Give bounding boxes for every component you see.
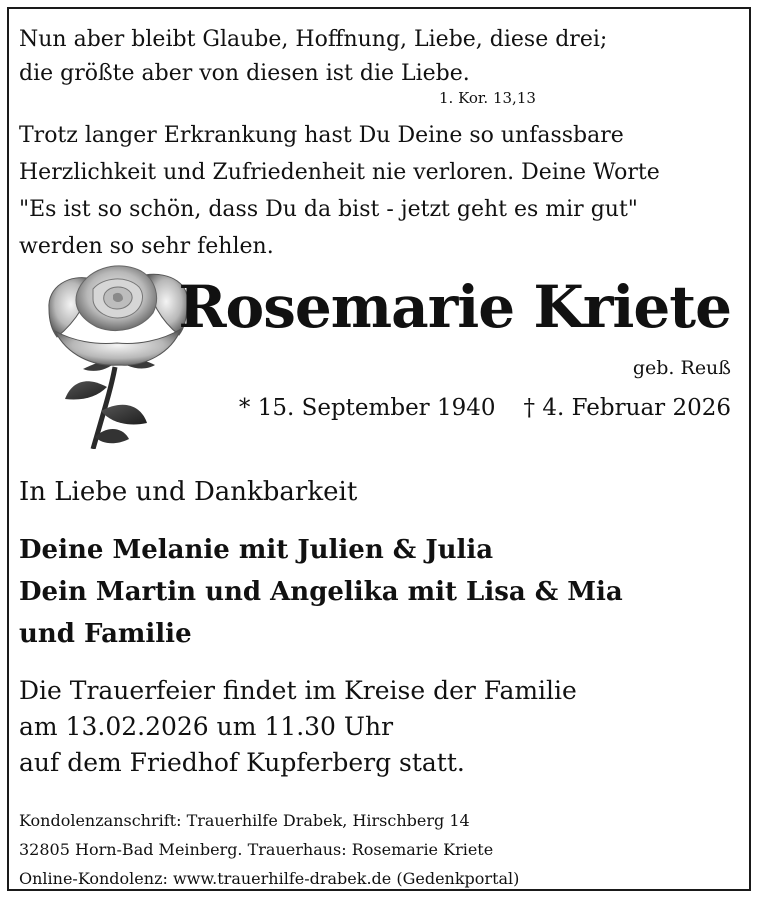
tribute-line: "Es ist so schön, dass Du da bist - jetzt geht es mir gut" [19, 197, 638, 222]
service-line: Die Trauerfeier findet im Kreise der Familie [19, 676, 577, 705]
life-dates [239, 395, 731, 421]
maiden-name: geb. Reuß [632, 357, 731, 379]
tribute-line: Herzlichkeit und Zufriedenheit nie verloren. Deine Worte [19, 160, 660, 185]
family-signatures [19, 529, 623, 655]
birth-date: * 15. September 1940 [238, 395, 496, 421]
family-line: und Familie [19, 619, 192, 649]
bible-verse [19, 23, 607, 91]
tribute-line: Trotz langer Erkrankung hast Du Deine so unfassbare [19, 123, 624, 148]
contact-line: Kondolenzanschrift: Trauerhilfe Drabek, Hirschberg 14 [19, 811, 470, 830]
death-date: † 4. Februar 2026 [523, 395, 731, 421]
deceased-name: Rosemarie Kriete [178, 273, 731, 341]
rose-icon [37, 259, 197, 449]
service-line: auf dem Friedhof Kupferberg statt. [19, 748, 465, 777]
family-line: Dein Martin und Angelika mit Lisa & Mia [19, 577, 623, 607]
verse-line: die größte aber von diesen ist die Liebe. [19, 61, 470, 86]
tribute-text [19, 117, 660, 265]
closing-phrase: In Liebe und Dankbarkeit [19, 477, 358, 507]
condolence-contact [19, 806, 519, 893]
obituary-notice [7, 7, 751, 891]
verse-reference: 1. Kor. 13,13 [439, 89, 536, 107]
contact-line: 32805 Horn-Bad Meinberg. Trauerhaus: Rosemarie Kriete [19, 840, 494, 859]
tribute-line: werden so sehr fehlen. [19, 234, 274, 259]
family-line: Deine Melanie mit Julien & Julia [19, 535, 494, 565]
contact-line: Online-Kondolenz: www.trauerhilfe-drabek.de (Gedenkportal) [19, 869, 520, 888]
service-line: am 13.02.2026 um 11.30 Uhr [19, 712, 394, 741]
verse-line: Nun aber bleibt Glaube, Hoffnung, Liebe, diese drei; [19, 27, 608, 52]
funeral-service-info [19, 673, 577, 781]
